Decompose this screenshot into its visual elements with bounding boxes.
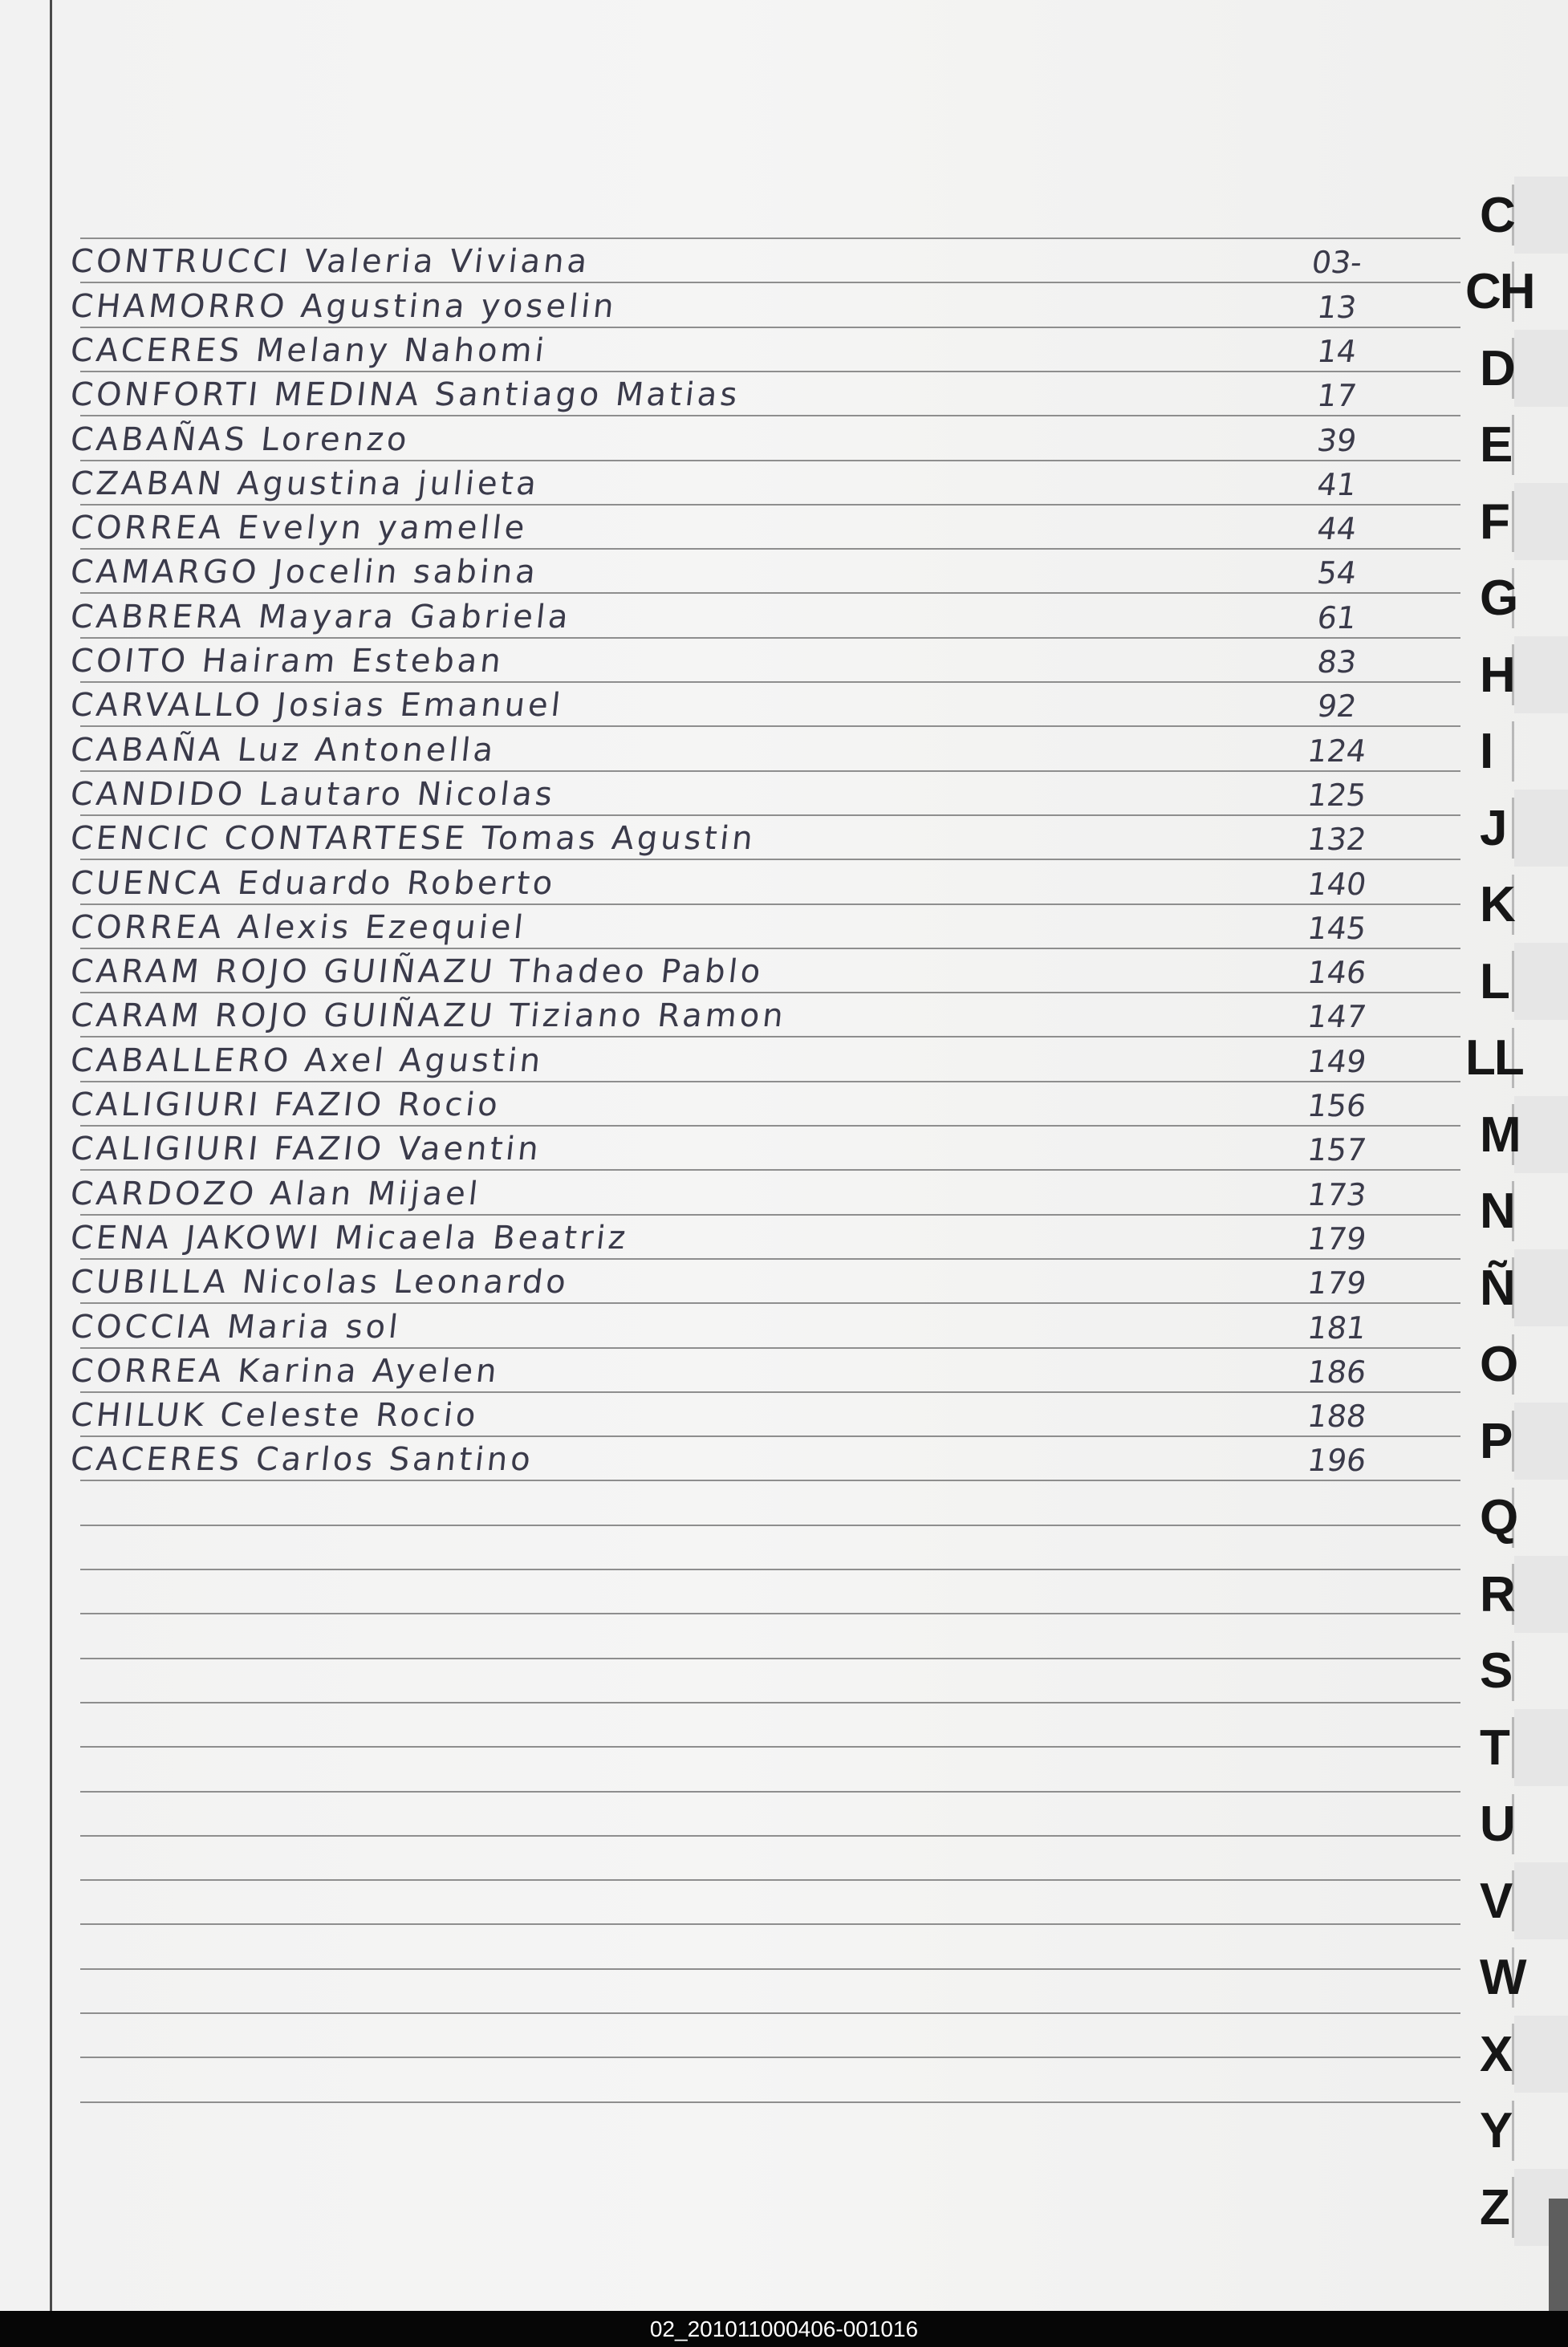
- footer-caption: 02_201011000406-001016: [649, 2317, 919, 2341]
- entry-number: 17: [1314, 378, 1359, 414]
- entry-name: CENA JAKOWI Micaela Beatriz: [68, 1219, 631, 1257]
- index-tab[interactable]: G: [1480, 571, 1517, 626]
- index-tabs: [1452, 177, 1568, 2311]
- entry-number: 13: [1314, 289, 1359, 325]
- entry-number: 132: [1305, 822, 1369, 858]
- entry-number: 124: [1305, 733, 1369, 769]
- ruled-line: [80, 1923, 1460, 1925]
- ruled-line: [80, 1658, 1460, 1659]
- ruled-line: [80, 1791, 1460, 1793]
- list-item: [53, 1395, 1457, 1439]
- entry-name: CABALLERO Axel Agustin: [68, 1042, 546, 1079]
- entry-number: 145: [1305, 910, 1369, 946]
- list-item: [53, 729, 1457, 774]
- entry-name: CARAM ROJO GUIÑAZU Thadeo Pablo: [68, 953, 766, 991]
- index-tab[interactable]: H: [1480, 647, 1514, 703]
- ruled-line: [80, 1525, 1460, 1526]
- index-tab[interactable]: R: [1480, 1566, 1514, 1622]
- entry-name: CORREA Karina Ayelen: [68, 1352, 502, 1390]
- index-tab[interactable]: U: [1480, 1797, 1514, 1852]
- entry-number: 173: [1305, 1176, 1369, 1212]
- index-tab[interactable]: L: [1480, 953, 1509, 1009]
- entry-number: 179: [1305, 1265, 1369, 1301]
- index-tab[interactable]: K: [1480, 877, 1514, 932]
- entry-number: 157: [1305, 1132, 1369, 1168]
- index-tab[interactable]: S: [1480, 1643, 1512, 1699]
- entry-number: 147: [1305, 999, 1369, 1035]
- index-tab[interactable]: Y: [1480, 2103, 1512, 2158]
- ruled-line: [80, 238, 1460, 239]
- index-tab[interactable]: Ñ: [1480, 1260, 1514, 1316]
- index-tab[interactable]: Z: [1480, 2179, 1509, 2235]
- index-tab[interactable]: N: [1480, 1184, 1514, 1239]
- entry-name: COITO Hairam Esteban: [68, 643, 506, 680]
- entry-name: COCCIA Maria sol: [68, 1308, 403, 1346]
- list-item: [53, 818, 1457, 862]
- index-tab[interactable]: M: [1480, 1107, 1520, 1163]
- ruled-line: [80, 1569, 1460, 1570]
- index-tab[interactable]: E: [1480, 417, 1512, 473]
- index-tab[interactable]: CH: [1465, 264, 1534, 319]
- list-item: [53, 1040, 1457, 1084]
- entry-name: CHAMORRO Agustina yoselin: [68, 287, 619, 325]
- list-item: [53, 907, 1457, 951]
- entry-number: 39: [1314, 422, 1359, 458]
- entry-name: CORREA Alexis Ezequiel: [68, 908, 528, 946]
- list-item: [53, 419, 1457, 463]
- entry-name: CHILUK Celeste Rocio: [68, 1397, 481, 1435]
- ruled-line: [80, 1879, 1460, 1881]
- entry-name: CABAÑAS Lorenzo: [68, 420, 412, 458]
- page-corner: [1549, 2199, 1568, 2311]
- list-item: [53, 1128, 1457, 1172]
- notebook-page: [53, 0, 1465, 2311]
- entry-number: 149: [1305, 1043, 1369, 1079]
- list-item: [53, 463, 1457, 507]
- list-item: [53, 551, 1457, 595]
- list-item: [53, 1217, 1457, 1261]
- list-item: [53, 1350, 1457, 1395]
- index-tab[interactable]: D: [1480, 340, 1514, 396]
- list-item: [53, 1439, 1457, 1483]
- entry-number: 61: [1314, 599, 1359, 635]
- entry-name: CAMARGO Jocelin sabina: [68, 554, 541, 591]
- entry-name: CABAÑA Luz Antonella: [68, 731, 498, 769]
- list-item: [53, 995, 1457, 1039]
- entry-number: 41: [1314, 466, 1359, 502]
- list-item: [53, 286, 1457, 330]
- entry-number: 188: [1305, 1399, 1369, 1435]
- entry-name: CACERES Carlos Santino: [68, 1441, 536, 1479]
- index-tab[interactable]: F: [1480, 493, 1509, 550]
- entry-number: 181: [1305, 1310, 1369, 1346]
- entry-number: 179: [1305, 1220, 1369, 1257]
- entry-number: 92: [1314, 688, 1359, 725]
- list-item: [53, 374, 1457, 418]
- ruled-line: [80, 1968, 1460, 1970]
- index-tab[interactable]: J: [1480, 800, 1506, 856]
- list-item: [53, 951, 1457, 995]
- entry-name: CONTRUCCI Valeria Viviana: [68, 243, 592, 281]
- margin-line: [50, 0, 52, 2311]
- entry-name: CARVALLO Josias Emanuel: [68, 687, 566, 725]
- list-item: [53, 241, 1457, 285]
- entry-number: 44: [1314, 511, 1359, 547]
- entry-number: 140: [1305, 866, 1369, 902]
- entry-name: CABRERA Mayara Gabriela: [68, 598, 574, 635]
- list-item: [53, 330, 1457, 374]
- entry-name: CENCIC CONTARTESE Tomas Agustin: [68, 820, 758, 858]
- index-tab[interactable]: I: [1480, 724, 1493, 779]
- entry-name: CORREA Evelyn yamelle: [68, 510, 530, 547]
- entry-name: CANDIDO Lautaro Nicolas: [68, 775, 558, 813]
- entry-number: 14: [1314, 333, 1359, 369]
- ruled-line: [80, 1702, 1460, 1703]
- list-item: [53, 684, 1457, 729]
- list-item: [53, 640, 1457, 684]
- list-item: [53, 507, 1457, 551]
- entry-number: 54: [1314, 555, 1359, 591]
- list-item: [53, 863, 1457, 907]
- ruled-line: [80, 2101, 1460, 2103]
- entry-number: 156: [1305, 1088, 1369, 1123]
- list-item: [53, 1306, 1457, 1350]
- ruled-line: [80, 2057, 1460, 2058]
- entry-name: CONFORTI MEDINA Santiago Matias: [68, 376, 742, 414]
- index-tab[interactable]: T: [1480, 1720, 1509, 1776]
- entry-name: CARDOZO Alan Mijael: [68, 1175, 483, 1212]
- index-tab[interactable]: V: [1480, 1873, 1512, 1929]
- index-tab[interactable]: P: [1480, 1413, 1512, 1469]
- entry-number: 83: [1314, 644, 1359, 680]
- entry-number: 146: [1305, 955, 1369, 991]
- entry-name: CUENCA Eduardo Roberto: [68, 864, 558, 902]
- entry-name: CARAM ROJO GUIÑAZU Tiziano Ramon: [68, 997, 789, 1035]
- entry-name: CALIGIURI FAZIO Vaentin: [68, 1131, 544, 1168]
- list-item: [53, 1084, 1457, 1128]
- list-item: [53, 596, 1457, 640]
- ruled-line: [80, 1835, 1460, 1837]
- entry-name: CUBILLA Nicolas Leonardo: [68, 1264, 571, 1301]
- entry-number: 186: [1305, 1354, 1369, 1390]
- list-item: [53, 774, 1457, 818]
- entry-number: 125: [1305, 777, 1369, 813]
- entry-name: CALIGIURI FAZIO Rocio: [68, 1086, 503, 1123]
- index-tab[interactable]: X: [1480, 2026, 1512, 2082]
- entry-number: 03-: [1309, 245, 1365, 281]
- ruled-line: [80, 1746, 1460, 1748]
- entry-name: CZABAN Agustina julieta: [68, 465, 542, 502]
- entry-name: CACERES Melany Nahomi: [68, 331, 550, 369]
- index-tab[interactable]: O: [1480, 1337, 1517, 1392]
- index-tab[interactable]: Q: [1480, 1490, 1517, 1545]
- ruled-line: [80, 1613, 1460, 1614]
- index-tab[interactable]: C: [1480, 187, 1514, 243]
- list-item: [53, 1261, 1457, 1305]
- index-tab[interactable]: LL: [1465, 1030, 1523, 1086]
- list-item: [53, 1173, 1457, 1217]
- ruled-line: [80, 2012, 1460, 2014]
- entry-number: 196: [1305, 1443, 1369, 1479]
- index-tab[interactable]: W: [1480, 1950, 1525, 2005]
